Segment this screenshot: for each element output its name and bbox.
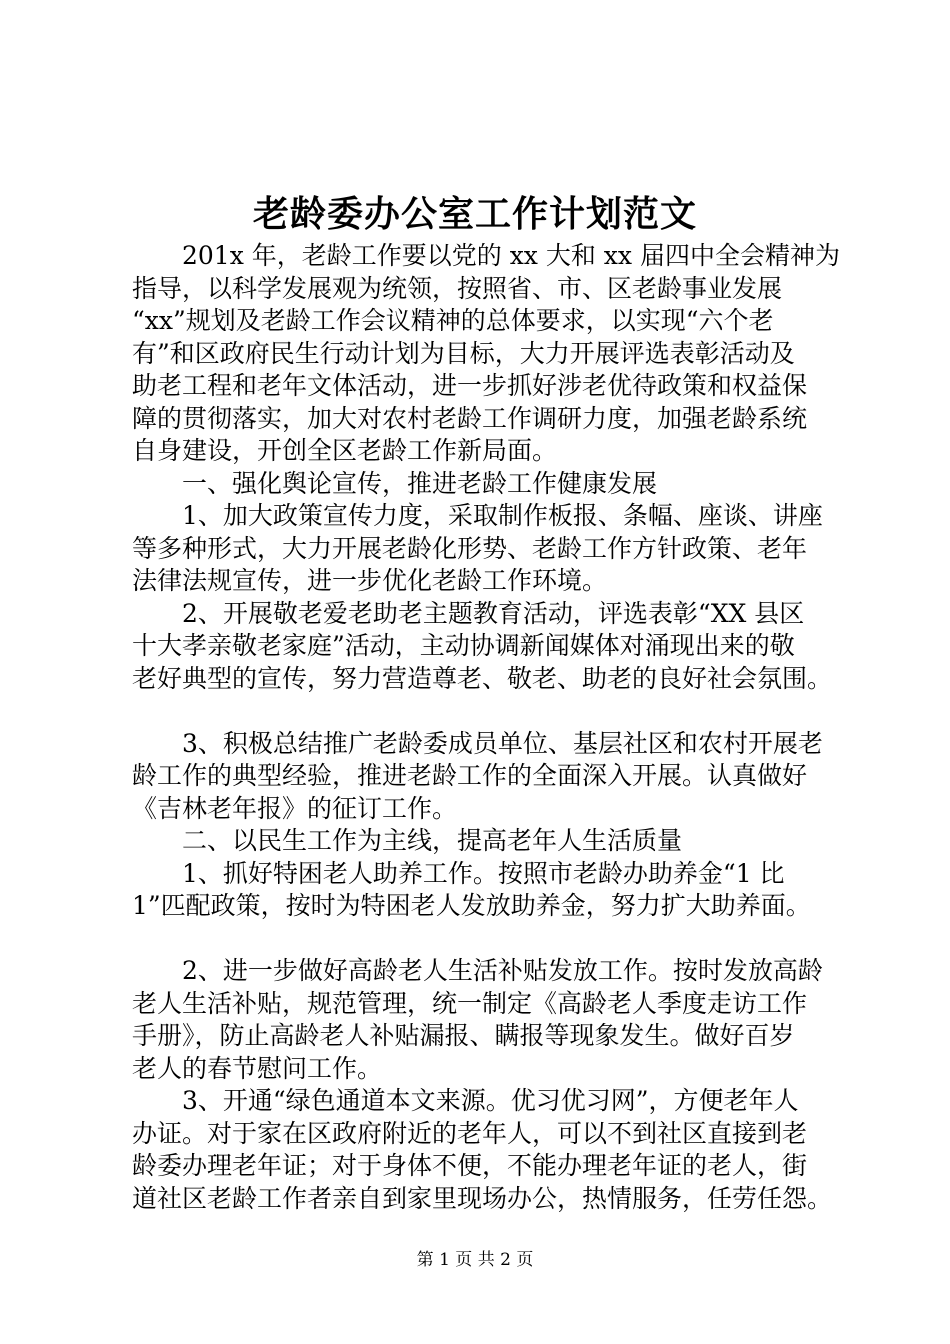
blank-line: [132, 695, 838, 728]
blank-line: [132, 923, 838, 956]
page-footer: 第 1 页 共 2 页: [416, 1250, 534, 1270]
body-line: 1、抓好特困老人助养工作。按照市老龄办助养金“1 比: [132, 858, 785, 888]
body-line: 3、开通“绿色通道本文来源。优习优习网”，方便老年人: [132, 1086, 799, 1115]
body-line: 201x 年，老龄工作要以党的 xx 大和 xx 届四中全会精神为: [132, 241, 840, 270]
body-line: 1”匹配政策，按时为特困老人发放助养金，努力扩大助养面。: [132, 891, 811, 920]
body-line: 有”和区政府民生行动计划为目标，大力开展评选表彰活动及: [132, 338, 795, 368]
body-line: 二、以民生工作为主线，提高老年人生活质量: [132, 826, 683, 855]
body-line: 2、开展敬老爱老助老主题教育活动，评选表彰“XX 县区: [132, 598, 805, 628]
body-line: 老人生活补贴，规范管理，统一制定《高龄老人季度走访工作: [132, 988, 808, 1018]
body-line: 龄工作的典型经验，推进老龄工作的全面深入开展。认真做好: [132, 761, 808, 790]
body-line: 十大孝亲敬老家庭”活动，主动协调新闻媒体对涌现出来的敬: [132, 631, 795, 660]
body-line: 等多种形式，大力开展老龄化形势、老龄工作方针政策、老年: [132, 533, 808, 563]
body-line: 指导，以科学发展观为统领，按照省、市、区老龄事业发展: [132, 273, 783, 303]
body-line: 障的贯彻落实，加大对农村老龄工作调研力度，加强老龄系统: [132, 403, 808, 433]
body-line: 道社区老龄工作者亲自到家里现场办公，热情服务，任劳任怨。: [132, 1183, 833, 1213]
body-line: 龄委办理老年证；对于身体不便，不能办理老年证的老人，街: [132, 1151, 808, 1180]
body-line: 手册》，防止高龄老人补贴漏报、瞒报等现象发生。做好百岁: [132, 1021, 795, 1050]
body-line: 老人的春节慰问工作。: [132, 1053, 383, 1083]
body-line: 自身建设，开创全区老龄工作新局面。: [132, 436, 558, 465]
body-line: 《吉林老年报》的征订工作。: [132, 793, 458, 823]
body-line: “xx”规划及老龄工作会议精神的总体要求，以实现“六个老: [132, 306, 774, 335]
body-line: 老好典型的宣传，努力营造尊老、敬老、助老的良好社会氛围。: [132, 663, 833, 693]
body-line: 法律法规宣传，进一步优化老龄工作环境。: [132, 566, 608, 595]
body-line: 助老工程和老年文体活动，进一步抓好涉老优待政策和权益保: [132, 371, 808, 400]
body-line: 3、积极总结推广老龄委成员单位、基层社区和农村开展老: [132, 728, 823, 758]
body-line: 办证。对于家在区政府附近的老年人，可以不到社区直接到老: [132, 1118, 808, 1148]
body-line: 1、加大政策宣传力度，采取制作板报、条幅、座谈、讲座: [132, 501, 823, 530]
document-title: 老龄委办公室工作计划范文: [252, 194, 697, 235]
body-line: 一、强化舆论宣传，推进老龄工作健康发展: [132, 468, 658, 498]
document-body: [132, 240, 838, 1215]
body-line: 2、进一步做好高龄老人生活补贴发放工作。按时发放高龄: [132, 956, 823, 985]
